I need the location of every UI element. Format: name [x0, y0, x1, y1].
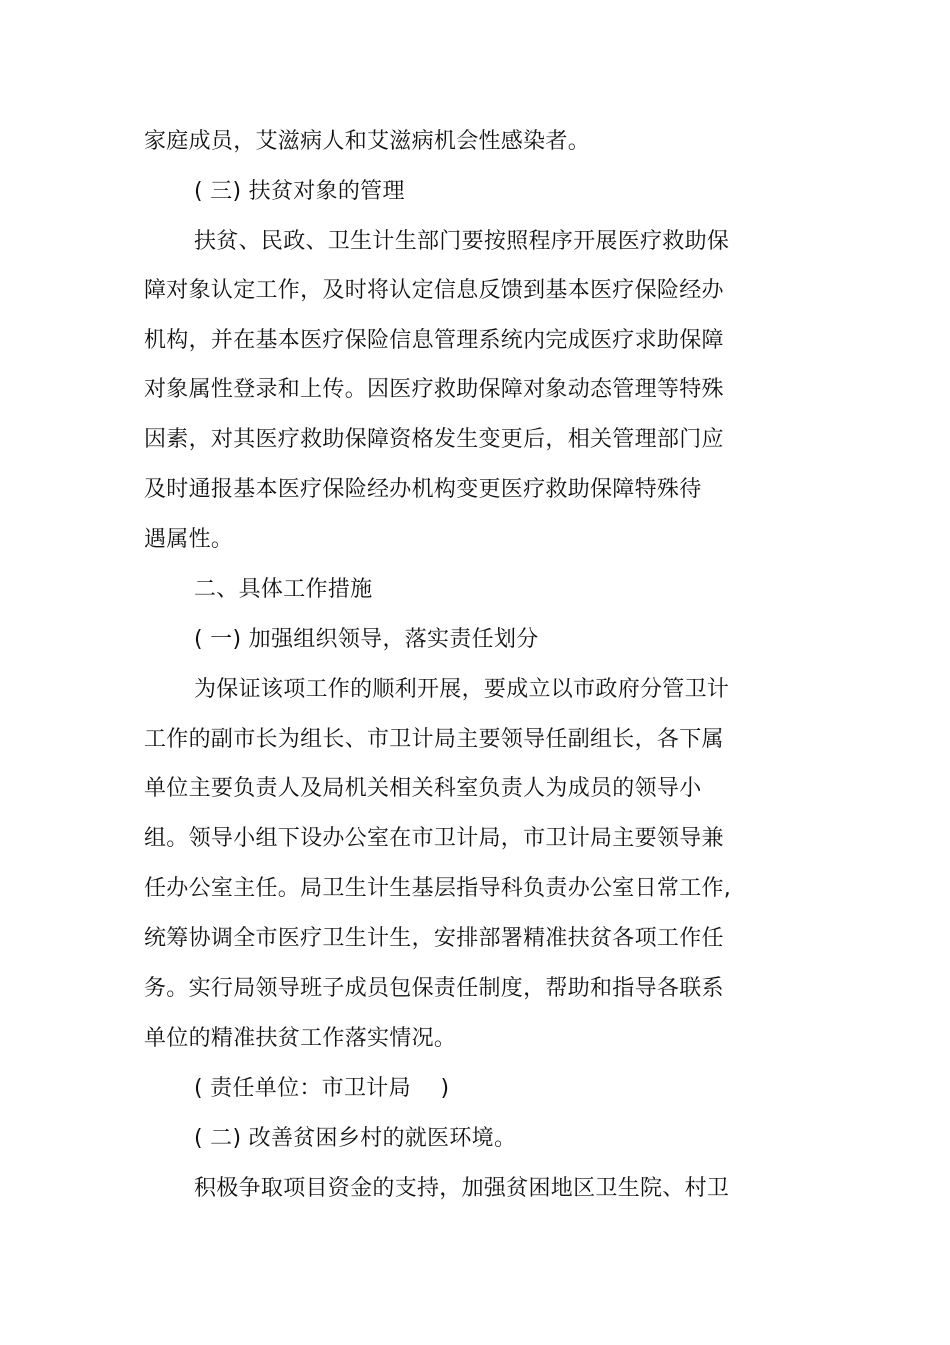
paragraph-line: 机构，并在基本医疗保险信息管理系统内完成医疗求助保障	[144, 328, 724, 353]
paragraph-line: 单位的精准扶贫工作落实情况。	[144, 1026, 457, 1051]
subsection-heading: ( 二) 改善贫困乡村的就医环境。	[194, 1126, 517, 1151]
responsible-unit-note: ( 责任单位：市卫计局 )	[194, 1076, 450, 1101]
paragraph-line: 任办公室主任。局卫生计生基层指导科负责办公室日常工作,	[144, 876, 732, 901]
paragraph-line: 统筹协调全市医疗卫生计生，安排部署精准扶贫各项工作任	[144, 926, 724, 951]
paragraph-line: 单位主要负责人及局机关相关科室负责人为成员的领导小	[144, 776, 702, 801]
paragraph-line: 积极争取项目资金的支持，加强贫困地区卫生院、村卫	[194, 1176, 730, 1201]
paragraph-line: 扶贫、民政、卫生计生部门要按照程序开展医疗救助保	[194, 229, 730, 254]
paragraph-line: 遇属性。	[144, 527, 234, 552]
paragraph-line: 组。领导小组下设办公室在市卫计局，市卫计局主要领导兼	[144, 826, 724, 851]
paragraph-line: 因素，对其医疗救助保障资格发生变更后，相关管理部门应	[144, 427, 724, 452]
subsection-heading: ( 一) 加强组织领导，落实责任划分	[194, 627, 539, 652]
text-line: 家庭成员，艾滋病人和艾滋病机会性感染者。	[144, 129, 591, 154]
paragraph-line: 工作的副市长为组长、市卫计局主要领导任副组长，各下属	[144, 727, 724, 752]
subsection-heading: ( 三) 扶贫对象的管理	[194, 179, 405, 204]
paragraph-line: 障对象认定工作，及时将认定信息反馈到基本医疗保险经办	[144, 278, 724, 303]
paragraph-line: 务。实行局领导班子成员包保责任制度，帮助和指导各联系	[144, 976, 724, 1001]
paragraph-line: 及时通报基本医疗保险经办机构变更医疗救助保障特殊待	[144, 477, 702, 502]
paragraph-line: 对象属性登录和上传。因医疗救助保障对象动态管理等特殊	[144, 377, 724, 402]
paragraph-line: 为保证该项工作的顺利开展，要成立以市政府分管卫计	[194, 677, 730, 702]
section-heading: 二、具体工作措施	[194, 577, 373, 602]
